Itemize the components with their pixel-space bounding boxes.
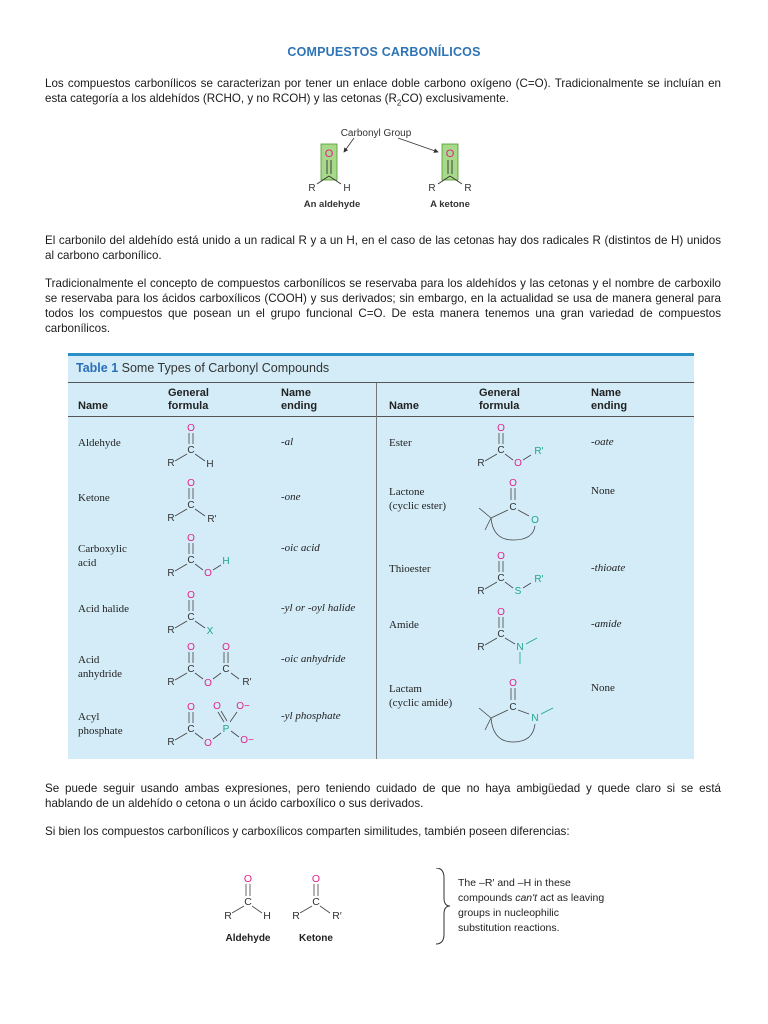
structure-aldehyde xyxy=(163,420,233,470)
ending-lactone: None xyxy=(591,485,615,497)
table-rule-header xyxy=(68,416,694,417)
atom-o-minus-2: O− xyxy=(240,735,254,746)
carbonyl-group-figure xyxy=(292,124,492,214)
subscript-2: 2 xyxy=(396,98,402,108)
atom-o-bridge: O xyxy=(204,678,212,689)
ketone-caption: A ketone xyxy=(430,199,470,210)
header-formula-right-2: formula xyxy=(479,400,520,412)
header-formula-left-1: General xyxy=(168,387,209,399)
atom-o: O xyxy=(187,590,195,601)
atom-r-prime: R' xyxy=(534,446,544,457)
atom-c: C xyxy=(187,664,195,675)
brace xyxy=(436,868,450,944)
header-ending-left-1: Name xyxy=(281,387,311,399)
fig2-note-2c: act as leaving xyxy=(537,892,605,904)
atom-o-ring: O xyxy=(531,515,539,526)
atom-o3: O xyxy=(222,642,230,653)
atom-o: O xyxy=(187,533,195,544)
atom-r: R xyxy=(167,513,175,524)
aldehyde-h: H xyxy=(343,183,351,194)
fig2-ketone-o: O xyxy=(311,873,321,885)
structure-ester xyxy=(473,420,563,472)
fig2-ketone-c: C xyxy=(312,896,320,908)
atom-r: R xyxy=(167,737,175,748)
row-name-lactam xyxy=(389,682,452,710)
ending-amide: -amide xyxy=(591,618,622,630)
atom-p: P xyxy=(222,724,230,735)
atom-r-prime: R' xyxy=(242,677,252,688)
ketone-o: O xyxy=(445,148,455,160)
paragraph-aldehyde-ketone: El carbonilo del aldehído está unido a un radical R y a un H, en el caso de las cetonas hay dos radicales R (distintos de H) unidos al carbono carbonílico. xyxy=(45,234,721,262)
atom-r: R xyxy=(167,568,175,579)
aldehyde-o: O xyxy=(324,148,334,160)
atom-o: O xyxy=(497,607,505,618)
structure-lactam xyxy=(473,674,563,746)
atom-o-double: O xyxy=(213,701,221,712)
ending-acyl-phosphate: -yl phosphate xyxy=(281,710,341,722)
header-ending-right-2: ending xyxy=(591,400,628,412)
fig2-aldehyde-label: Aldehyde xyxy=(225,933,271,944)
paragraph-intro-end: CO) exclusivamente. xyxy=(401,92,509,105)
ending-acid-halide: -yl or -oyl halide xyxy=(281,602,356,614)
table-column-divider xyxy=(376,383,377,759)
structure-acid-anhydride xyxy=(163,639,273,691)
structure-ketone xyxy=(163,475,233,525)
aldehyde-ketone-figure xyxy=(220,868,640,948)
row-name-carboxylic-acid xyxy=(78,542,127,570)
atom-r-prime: R' xyxy=(534,574,544,585)
header-ending-right-1: Name xyxy=(591,387,621,399)
atom-r: R xyxy=(477,458,485,469)
atom-o: O xyxy=(497,551,505,562)
paragraph-expressions: Se puede seguir usando ambas expresiones, pero teniendo cuidado de que no haya ambigüedad y quede claro si se está hablando de un aldehído o cetona o un ácido carboxílico o sus derivados. xyxy=(45,782,721,810)
atom-c2: C xyxy=(222,664,230,675)
fig2-aldehyde-c: C xyxy=(244,896,252,908)
atom-o: O xyxy=(497,423,505,434)
carbonyl-types-table xyxy=(68,353,694,759)
ending-carboxylic-acid: -oic acid xyxy=(281,542,320,554)
header-ending-right xyxy=(591,387,627,413)
atom-c: C xyxy=(187,445,195,456)
atom-o: O xyxy=(187,423,195,434)
atom-r: R xyxy=(167,625,175,636)
atom-o: O xyxy=(187,642,195,653)
row-name-thioester: Thioester xyxy=(389,563,431,575)
atom-r-prime: R' xyxy=(207,514,217,525)
header-formula-right-1: General xyxy=(479,387,520,399)
table-caption xyxy=(76,361,329,375)
structure-thioester xyxy=(473,548,563,600)
ketone-r2: R xyxy=(464,183,472,194)
atom-c: C xyxy=(187,500,195,511)
header-formula-left-2: formula xyxy=(168,400,209,412)
fig2-ketone-r: R xyxy=(292,910,300,922)
ending-ester: -oate xyxy=(591,436,614,448)
row-name-acyl-2: phosphate xyxy=(78,725,123,737)
fig2-note-line1: The –R′ and –H in these xyxy=(458,877,571,889)
atom-o2: O xyxy=(514,458,522,469)
aldehyde-r: R xyxy=(308,183,316,194)
fig2-aldehyde-h: H xyxy=(263,910,271,922)
atom-n: N xyxy=(516,642,524,653)
row-name-ketone: Ketone xyxy=(78,492,110,504)
atom-c: C xyxy=(187,724,195,735)
atom-o: O xyxy=(187,702,195,713)
ending-acid-anhydride: -oic anhydride xyxy=(281,653,346,665)
atom-c: C xyxy=(187,555,195,566)
ending-ketone: -one xyxy=(281,491,301,503)
row-name-lactam-2: (cyclic amide) xyxy=(389,697,453,709)
fig2-note-line3: groups in nucleophilic xyxy=(458,907,559,919)
paragraph-differences: Si bien los compuestos carbonílicos y carboxílicos comparten similitudes, también poseen diferencias: xyxy=(45,825,570,838)
atom-n: N xyxy=(531,713,539,724)
atom-o2: O xyxy=(204,568,212,579)
atom-c: C xyxy=(497,573,505,584)
fig2-note-2a: compounds xyxy=(458,892,516,904)
ketone-r1: R xyxy=(428,183,436,194)
atom-r: R xyxy=(167,458,175,469)
row-name-carboxylic-1: Carboxylic xyxy=(78,543,127,555)
header-formula-left xyxy=(168,387,209,413)
atom-r: R xyxy=(477,586,485,597)
row-name-anhydride-2: anhydride xyxy=(78,668,122,680)
table-rule-top xyxy=(68,382,694,383)
row-name-acyl-1: Acyl xyxy=(78,711,100,723)
paragraph-intro-text: Los compuestos carbonílicos se caracterizan por tener un enlace doble carbono oxígeno (C=O). Tradicionalmente se incluían en esta categoría a los aldehídos (RCHO, y no RCOH) y las cetonas (R xyxy=(45,77,721,105)
fig2-aldehyde-r: R xyxy=(224,910,232,922)
row-name-lactone-2: (cyclic ester) xyxy=(389,500,447,512)
atom-c: C xyxy=(497,445,505,456)
row-name-acid-anhydride xyxy=(78,653,122,681)
structure-acyl-phosphate xyxy=(163,697,273,751)
atom-o-minus-1: O− xyxy=(236,701,250,712)
atom-r: R xyxy=(477,642,485,653)
row-name-lactam-1: Lactam xyxy=(389,683,422,695)
atom-x: X xyxy=(206,626,214,637)
atom-h: H xyxy=(222,556,230,567)
row-name-carboxylic-2: acid xyxy=(78,557,97,569)
atom-r: R xyxy=(167,677,175,688)
ending-aldehyde: -al xyxy=(281,436,294,448)
header-name-left: Name xyxy=(78,400,108,412)
paragraph-tradition: Tradicionalmente el concepto de compuestos carbonílicos se reservaba para los aldehídos y las cetonas y el nombre de carboxilo se reservaba para los ácidos carboxílicos (COOH) y sus derivados; sin embargo, en la actualidad se usa de manera general para todos los compuestos que posean un el grupo funcional C=O. De esta manera tenemos una gran variedad de compuestos carbonílicos. xyxy=(45,277,721,335)
table-number: Table 1 xyxy=(76,361,119,375)
row-name-acid-halide: Acid halide xyxy=(78,603,130,615)
structure-lactone xyxy=(473,474,563,544)
fig2-aldehyde-o: O xyxy=(243,873,253,885)
structure-acid-halide xyxy=(163,587,233,637)
header-ending-left xyxy=(281,387,317,413)
fig2-note-line2 xyxy=(458,892,604,904)
header-formula-right xyxy=(479,387,520,413)
carbonyl-group-label: Carbonyl Group xyxy=(340,128,412,139)
aldehyde-caption: An aldehyde xyxy=(303,199,361,210)
ending-thioester: -thioate xyxy=(591,562,626,574)
row-name-anhydride-1: Acid xyxy=(78,654,100,666)
atom-c: C xyxy=(509,502,517,513)
table-title: Some Types of Carbonyl Compounds xyxy=(121,361,330,375)
atom-h: H xyxy=(206,459,214,470)
row-name-lactone-1: Lactone xyxy=(389,486,425,498)
row-name-amide: Amide xyxy=(389,619,419,631)
fig2-ketone-r-prime: R′ xyxy=(332,910,342,922)
ending-lactam: None xyxy=(591,682,615,694)
row-name-acyl-phosphate xyxy=(78,710,123,738)
page-title: COMPUESTOS CARBONÍLICOS xyxy=(287,45,481,59)
structure-carboxylic-acid xyxy=(163,530,243,580)
header-ending-left-2: ending xyxy=(281,400,318,412)
paragraph-intro xyxy=(45,76,721,110)
header-name-right: Name xyxy=(389,400,419,412)
atom-c: C xyxy=(509,702,517,713)
fig2-note-2b: can't xyxy=(515,892,538,904)
atom-o: O xyxy=(509,478,517,489)
structure-amide xyxy=(473,604,563,666)
row-name-ester: Ester xyxy=(389,437,412,449)
row-name-aldehyde: Aldehyde xyxy=(78,437,121,449)
atom-c: C xyxy=(497,629,505,640)
fig2-note-line4: substitution reactions. xyxy=(458,922,560,934)
row-name-lactone xyxy=(389,485,446,513)
atom-o: O xyxy=(509,678,517,689)
atom-c: C xyxy=(187,612,195,623)
atom-s: S xyxy=(514,586,522,597)
atom-o: O xyxy=(187,478,195,489)
fig2-ketone-label: Ketone xyxy=(299,933,333,944)
atom-o-bridge: O xyxy=(204,738,212,749)
